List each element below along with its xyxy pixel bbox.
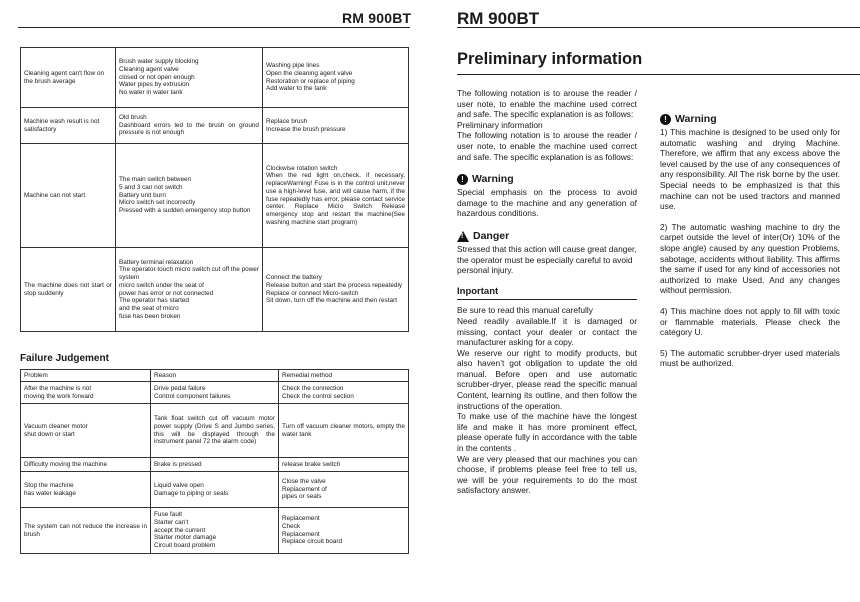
cell-line: micro switch under the seat of [119, 281, 204, 289]
cell-line: Stop the machine [24, 481, 74, 489]
left-header-rule [18, 27, 410, 28]
cell-line: Open the cleaning agent valve [266, 69, 353, 77]
right-column [660, 114, 840, 379]
intro-text-2: The following notation is to arouse the reader / user note, to enable the machine used correct and safe. The specific explanation is as follows: [457, 130, 637, 162]
table-row [21, 48, 409, 108]
remedy-cell [279, 382, 409, 404]
reason-cell [151, 508, 279, 554]
table-row [21, 248, 409, 332]
cell-line: Increase the brush pressure [266, 125, 346, 133]
left-header-title: RM 900BT [342, 10, 412, 26]
symptom-cell: Cleaning agent can't flow on the brush average [21, 48, 116, 108]
page-title: Preliminary information [457, 50, 643, 68]
cause-cell [116, 108, 263, 144]
cell-line: has water leakage [24, 489, 76, 497]
cell-line: power has error or not connected [119, 289, 214, 297]
cell-line: and the seat of micro [119, 304, 179, 312]
cell-line: moving the work forward [24, 392, 94, 400]
cell-line: Battery terminal relaxation [119, 258, 194, 266]
cell-line: Check [282, 522, 301, 530]
cell-line: Drive pedal failure [154, 384, 206, 392]
header-reason: Reason [151, 370, 279, 382]
problem-cell [21, 508, 151, 554]
remedy-cell [263, 48, 409, 108]
warning-item: 2) The automatic washing machine to dry the carpet outside the level of inter(Or) 10% of the slope angle) caused by any question Problems, sabotage, accidents without liability. This affirms the same if used for any kind of accessories not authorized to make Used. And any changes without permission. [660, 221, 840, 296]
important-paragraph: We reserve our right to modify products, but also haven’t got obligation to update the old manual. Before open and use automatic scrubber-dryer, please read the specific manual Content, learning its outline, and then follow the instructions of the operation. [457, 347, 637, 411]
cell-line: Liquid valve open [154, 481, 204, 489]
remedy-cell [279, 472, 409, 508]
important-paragraph: Be sure to read this manual carefully [457, 305, 593, 316]
right-header-rule [457, 27, 860, 28]
cell-line: 5 and 3 can not switch [119, 183, 183, 191]
cell-line: Damage to piping or seals [154, 489, 229, 497]
table-header-row [21, 370, 409, 382]
symptom-cell: The machine does not start or stop suddenly [21, 248, 116, 332]
cell-line: Fuse fault [154, 511, 183, 519]
symptom-cell: Machine can not start [21, 144, 116, 248]
prelim-label: Preliminary information [457, 119, 543, 130]
cause-cell [116, 48, 263, 108]
warning-item: 1) This machine is designed to be used only for automatic washing and drying Machine. Therefore, we affirm that any excess above the level caused by the use of any consequences of any responsibility. All The risk borne by the user. Special needs to be emphasized is that this machine can not be used tractors and manned use. [660, 127, 840, 212]
cell-line: Control component failures [154, 392, 231, 400]
danger-icon [457, 231, 469, 242]
cell-line: Connect the battery [266, 274, 322, 282]
cell-line: Replace or connect Micro-switch [266, 289, 359, 297]
cell-line: After the machine is not [24, 384, 92, 392]
warning-item: 4) This machine does not apply to fill with toxic or flammable materials. Please check the category U. [660, 305, 840, 338]
important-heading: Inportant [457, 285, 499, 297]
warning2-heading [660, 114, 840, 125]
cell-line: Battery unit burn [119, 191, 166, 199]
cell-line: fuse has been broken [119, 312, 181, 320]
remedy-cell [263, 144, 409, 248]
table-row [21, 472, 409, 508]
reason-cell [151, 382, 279, 404]
reason-cell [151, 472, 279, 508]
header-problem: Problem [21, 370, 151, 382]
important-paragraph: To make use of the machine have the longest life and make it has more prominent effect, please operate fully in accordance with the table in the contents . [457, 411, 637, 454]
cell-line: Starter motor damage [154, 534, 217, 542]
cell-line: When the red light on,check, if necessary, replaceWarning! Fuse is in the control unit,never use a high-level fuse, and will cause harm, if the fuse repeatedly has error, please contact service center. Replace Micro Switch Release emergency stop and restart the machine(See washing machine start program) [266, 172, 405, 226]
cell-line: No water in water tank [119, 89, 183, 97]
left-column [457, 88, 637, 496]
right-header-title: RM 900BT [457, 9, 540, 28]
cell-line: pipes or seals [282, 493, 322, 501]
cell-line: Clockwise rotation switch [266, 164, 338, 172]
warning-icon [660, 114, 671, 125]
problem-cell [21, 382, 151, 404]
warning2-body [660, 127, 840, 369]
cell-line: Water pipes by extrusion [119, 81, 190, 89]
cell-line: Replace circuit board [282, 538, 343, 546]
title-rule [457, 74, 860, 75]
cell-line: Brush water supply blocking [119, 58, 199, 66]
important-rule [457, 299, 637, 300]
problem-cell [21, 458, 151, 472]
symptom-cell: Machine wash result is not satisfactory [21, 108, 116, 144]
cell-line: Close the valve [282, 477, 326, 485]
cell-line: Add water to the tank [266, 85, 327, 93]
warning-label: Warning [472, 173, 514, 186]
cell-line: The operator touch micro switch cut off the power system [119, 266, 259, 282]
troubleshooting-table [20, 47, 409, 332]
important-paragraph: Need readily available.If it is damaged or missing, contact your dealer or contact the manufacturer asking for a copy. [457, 315, 637, 348]
cell-line: Restoration or replace of piping [266, 77, 355, 85]
cell-line: Tank float switch cut off vacuum motor power supply (Drive S and Jumbo series, this will be displayed through the instrument panel 72 the alarm code) [154, 415, 275, 446]
table-row [21, 108, 409, 144]
remedy-cell [263, 248, 409, 332]
header-remedial: Remedial method [279, 370, 409, 382]
problem-cell [21, 404, 151, 458]
danger-heading [457, 231, 637, 242]
reason-cell [151, 458, 279, 472]
cell-line: Replace brush [266, 117, 308, 125]
important-paragraph: We are very pleased that our machines you can choose, if problems please feel free to tell us, we will be your requirements to do the most satisfactory answer. [457, 453, 637, 496]
warning2-label: Warning [675, 113, 717, 126]
cell-line: Starter can't [154, 518, 189, 526]
remedy-cell [279, 458, 409, 472]
right-page [430, 0, 860, 602]
cell-line: closed or not open enough [119, 73, 195, 81]
failure-judgement-table [20, 369, 409, 554]
cell-line: Dashboard errors led to the brush on ground pressure is not enough [119, 121, 259, 137]
table-row [21, 508, 409, 554]
cell-line: Replacement [282, 515, 320, 523]
cell-line: Difficulty moving the machine [24, 460, 107, 468]
cell-line: Check the connection [282, 384, 344, 392]
cell-line: Cleaning agent valve [119, 65, 179, 73]
remedy-cell [279, 404, 409, 458]
cell-line: Brake is pressed [154, 460, 202, 468]
important-body [457, 305, 637, 496]
cell-line: Vacuum cleaner motor [24, 422, 88, 430]
table-row [21, 144, 409, 248]
cell-line: shut down or start [24, 430, 75, 438]
cell-line: Release button and start the process repeatedly [266, 281, 403, 289]
cell-line: release brake switch [282, 460, 341, 468]
failure-judgement-title: Failure Judgement [20, 353, 109, 364]
cell-line: Replacement [282, 530, 320, 538]
cell-line: accept the current [154, 526, 206, 534]
warning-text: Special emphasis on the process to avoid damage to the machine and any generation of hazardous conditions. [457, 187, 637, 219]
warning-icon [457, 174, 468, 185]
table-row [21, 404, 409, 458]
remedy-cell [279, 508, 409, 554]
danger-text: Stressed that this action will cause great danger, the operator must be especially careful to avoid personal injury. [457, 243, 637, 276]
cell-line: Micro switch set incorrectly [119, 199, 196, 207]
cell-line: Replacement of [282, 485, 327, 493]
table-row [21, 382, 409, 404]
warning-heading [457, 174, 637, 185]
reason-cell [151, 404, 279, 458]
cell-line: Check the control section [282, 392, 354, 400]
cell-line: Old brush [119, 113, 147, 121]
cell-line: Turn off vacuum cleaner motors, empty the water tank [282, 422, 405, 438]
cause-cell [116, 144, 263, 248]
cell-line: Washing pipe lines [266, 62, 320, 70]
warning-item: 5) The automatic scrubber-dryer used materials must be authorized. [660, 347, 840, 369]
cause-cell [116, 248, 263, 332]
cell-line: The system can not reduce the increase in brush [24, 522, 147, 538]
cell-line: Circuit board problem [154, 542, 216, 550]
cell-line: The main switch between [119, 176, 192, 184]
cell-line: Pressed with a sudden emergency stop button [119, 207, 251, 215]
problem-cell [21, 472, 151, 508]
intro-text: The following notation is to arouse the reader / user note, to enable the machine used correct and safe. The specific explanation is as follows: [457, 88, 637, 120]
cell-line: The operator has started [119, 297, 189, 305]
cell-line: Sit down, turn off the machine and then restart [266, 297, 397, 305]
danger-label: Danger [473, 230, 510, 243]
table-row [21, 458, 409, 472]
remedy-cell [263, 108, 409, 144]
